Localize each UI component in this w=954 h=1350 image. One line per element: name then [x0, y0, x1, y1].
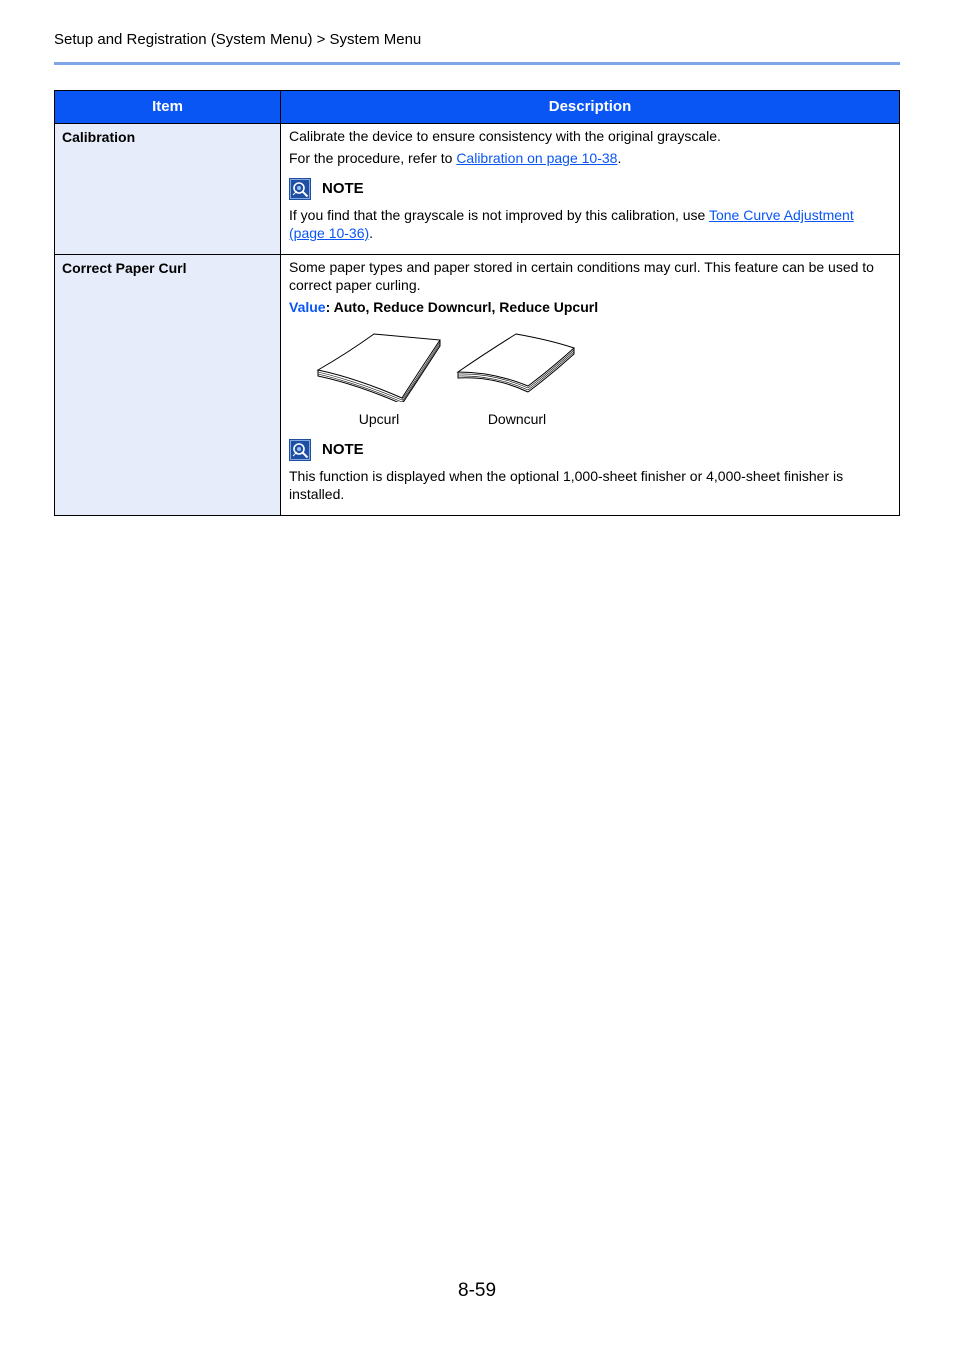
note-suffix: .: [369, 225, 374, 241]
note-icon: [289, 439, 311, 461]
note-heading: [289, 178, 891, 200]
reference-prefix: For the procedure, refer to: [289, 150, 457, 166]
note-label: NOTE: [322, 180, 364, 197]
description-text: Calibrate the device to ensure consistency with the original grayscale.: [289, 128, 721, 144]
item-name: Calibration: [55, 124, 281, 255]
breadcrumb: Setup and Registration (System Menu) > System Menu: [54, 31, 422, 48]
note-label: NOTE: [322, 441, 364, 458]
item-name: Correct Paper Curl: [55, 255, 281, 516]
item-description: [281, 255, 900, 516]
curl-figures: [311, 332, 891, 428]
tone-curve-link[interactable]: Tone Curve Adjustment (page 10-36): [289, 207, 854, 241]
note-heading: [289, 439, 891, 461]
table-row: [55, 124, 900, 255]
calibration-link[interactable]: Calibration on page 10-38: [456, 150, 618, 166]
reference-suffix: .: [617, 150, 622, 166]
item-description: [281, 124, 900, 255]
page-number: 8-59: [458, 1280, 497, 1301]
description-text: Some paper types and paper stored in certain conditions may curl. This feature can be used to correct paper curling.: [289, 259, 874, 293]
downcurl-illustration: [454, 332, 580, 402]
header-rule: [54, 62, 900, 65]
table-header-row: [55, 91, 900, 124]
value-options: : Auto, Reduce Downcurl, Reduce Upcurl: [325, 299, 599, 315]
note-icon: [289, 178, 311, 200]
column-header-item: Item: [55, 91, 281, 124]
upcurl-figure: [311, 332, 447, 428]
note-prefix: If you find that the grayscale is not improved by this calibration, use: [289, 207, 709, 223]
downcurl-label: Downcurl: [487, 411, 547, 427]
note-text: [289, 206, 891, 242]
value-key: Value: [289, 299, 326, 315]
settings-table: [54, 90, 900, 516]
column-header-description: Description: [281, 91, 900, 124]
value-line: [289, 298, 891, 316]
reference-text: [289, 149, 891, 167]
downcurl-figure: [449, 332, 585, 428]
upcurl-label: Upcurl: [358, 411, 400, 427]
table-row: [55, 255, 900, 516]
note-text: This function is displayed when the optional 1,000-sheet finisher or 4,000-sheet finisher is installed.: [289, 468, 844, 502]
upcurl-illustration: [316, 332, 442, 402]
